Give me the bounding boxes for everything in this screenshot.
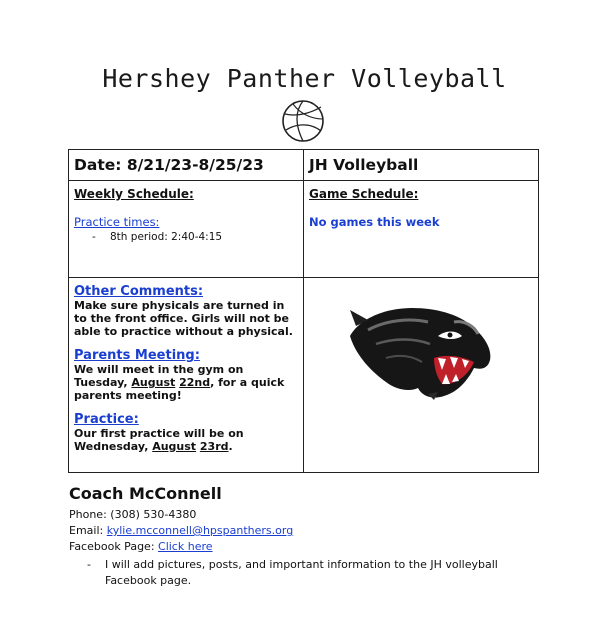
comments-cell (69, 278, 304, 473)
practice-time-text: 8th period: 2:40-4:15 (110, 231, 223, 243)
meeting-text-part: , for a quick parents meeting! (74, 376, 285, 402)
game-schedule-cell (304, 181, 539, 278)
date-range: Date: 8/21/23-8/25/23 (69, 150, 304, 181)
panther-mascot (346, 296, 496, 404)
parents-meeting-text (74, 363, 298, 402)
game-schedule-heading: Game Schedule: (309, 187, 419, 201)
email-line (69, 523, 549, 539)
email-label: Email: (69, 524, 107, 537)
list-dash: - (92, 231, 96, 243)
game-schedule-text: No games this week (309, 215, 440, 229)
other-comments-text: Make sure physicals are turned in to the front office. Girls will not be able to practice without a physical. (74, 299, 293, 338)
phone-number: (308) 530-4380 (110, 508, 197, 521)
other-comments-heading: Other Comments: (74, 284, 204, 299)
page-title: Hershey Panther Volleyball (102, 64, 507, 93)
meeting-text-part: We will meet in the gym on Tuesday, (74, 363, 244, 389)
practice-time-item (74, 231, 298, 243)
facebook-label: Facebook Page: (69, 540, 159, 553)
team-name: JH Volleyball (304, 150, 539, 181)
volleyball-icon (281, 99, 325, 143)
practice-text-part: Our first practice will be on Wednesday, (74, 427, 244, 453)
meeting-day: 22nd (179, 376, 211, 389)
schedule-table (68, 149, 539, 473)
meeting-month: August (131, 376, 176, 389)
coach-contact (69, 484, 549, 589)
phone-label: Phone: (69, 508, 111, 521)
mascot-cell (304, 278, 539, 473)
list-dash: - (87, 558, 91, 571)
parents-meeting-heading: Parents Meeting: (74, 348, 200, 363)
practice-day: 23rd (199, 440, 229, 453)
coach-name: Coach McConnell (69, 484, 222, 503)
facebook-note-text: I will add pictures, posts, and important information to the JH volleyball Facebook page. (105, 558, 498, 587)
practice-month: August (152, 440, 197, 453)
facebook-link[interactable]: Click here (158, 540, 213, 553)
practice-text (74, 427, 298, 453)
facebook-line (69, 539, 549, 555)
facebook-note (69, 557, 549, 589)
weekly-schedule-heading: Weekly Schedule: (74, 187, 194, 201)
weekly-schedule-cell (69, 181, 304, 278)
practice-heading: Practice: (74, 412, 139, 427)
phone-line (69, 507, 549, 523)
practice-text-part: . (228, 440, 233, 453)
practice-times-label: Practice times: (74, 215, 160, 229)
email-link[interactable]: kylie.mcconnell@hpspanthers.org (106, 524, 294, 537)
